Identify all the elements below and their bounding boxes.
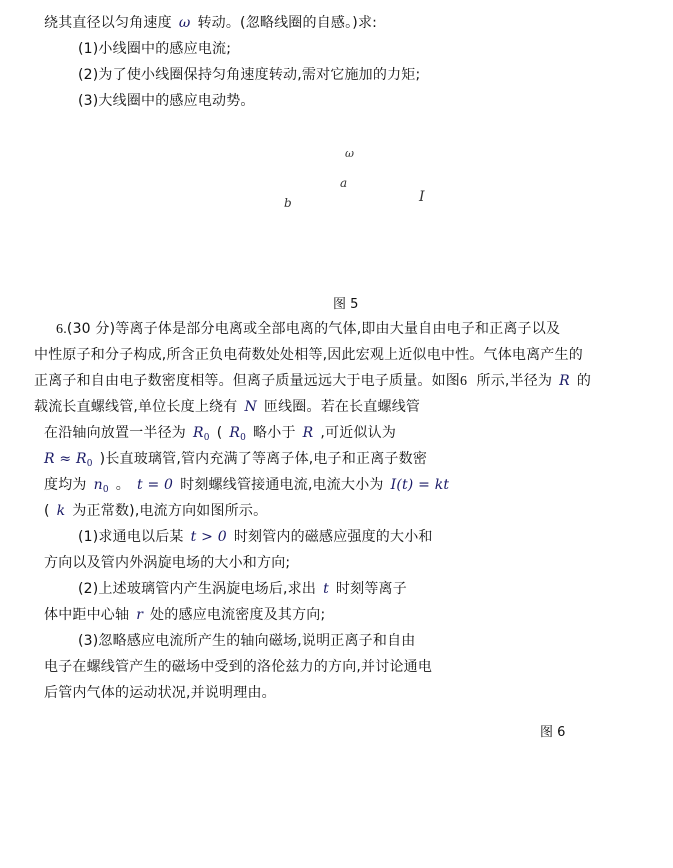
figure6-caption: 图 6 xyxy=(540,725,566,740)
problem6-line-7 xyxy=(44,476,456,494)
problem-points: (30 分) xyxy=(66,321,116,337)
line-text: 处的感应电流密度及其方向; xyxy=(150,607,326,623)
line-text: 为正常数),电流方向如图所示。 xyxy=(72,503,268,519)
intro-text: 绕其直径以匀角速度 xyxy=(44,15,172,31)
line-text: 载流长直螺线管,单位长度上绕有 xyxy=(34,399,238,415)
problem6-question-1-cont: 方向以及管内外涡旋电场的大小和方向; xyxy=(44,555,291,571)
problem6-question-2-cont xyxy=(44,606,325,624)
intro-text-end: 转动。(忽略线圈的自感。)求: xyxy=(197,15,378,31)
line-text: ( xyxy=(44,503,50,519)
line-text: (2)上述玻璃管内产生涡旋电场后,求出 xyxy=(78,581,317,597)
equation-text: R ≈ R xyxy=(44,451,87,467)
symbol-n0 xyxy=(94,477,109,493)
figure5-label-omega: ω xyxy=(345,147,354,160)
symbol-k: k xyxy=(56,503,66,519)
line-text: 体中距中心轴 xyxy=(44,607,130,623)
line-text: 略小于 xyxy=(253,425,296,441)
symbol-N: N xyxy=(244,399,257,415)
line-text: 时刻等离子 xyxy=(335,581,407,597)
line-text: 匝线圈。若在长直螺线管 xyxy=(263,399,421,415)
line-text: 等离子体是部分电离或全部电离的气体,即由大量自由电子和正离子以及 xyxy=(115,321,561,337)
problem6-question-3: (3)忽略感应电流所产生的轴向磁场,说明正离子和自由 xyxy=(78,633,416,649)
equation-t0: t = 0 xyxy=(136,477,174,493)
problem6-question-3-cont-1: 电子在螺线管产生的磁场中受到的洛伦兹力的方向,并讨论通电 xyxy=(44,659,433,675)
equation-t-positive: t > 0 xyxy=(190,529,227,545)
equation-current: I(t) = kt xyxy=(390,477,450,493)
subscript: 0 xyxy=(86,459,93,469)
symbol-R0 xyxy=(193,425,210,441)
symbol-t: t xyxy=(323,581,329,597)
symbol-n: n xyxy=(93,477,103,493)
figure5-label-b: b xyxy=(284,196,292,210)
omega-symbol: ω xyxy=(178,15,191,31)
symbol-R: R xyxy=(229,425,241,441)
line-text: 时刻管内的磁感应强度的大小和 xyxy=(233,529,433,545)
problem-number: 6. xyxy=(56,322,67,337)
problem6-question-2 xyxy=(78,580,407,598)
line-text: 在沿轴向放置一半径为 xyxy=(44,425,186,441)
subscript: 0 xyxy=(102,485,109,495)
line-text: 所示,半径为 xyxy=(476,373,553,389)
problem5-intro xyxy=(44,14,377,32)
figure-ref: 6 xyxy=(460,374,468,389)
subscript: 0 xyxy=(203,433,210,443)
figure5-label-I: I xyxy=(419,189,425,205)
problem6-line-4 xyxy=(34,398,420,416)
problem6-line-3 xyxy=(34,372,591,390)
figure5-label-a: a xyxy=(340,176,348,190)
line-text: (1)求通电以后某 xyxy=(78,529,184,545)
problem5-question-2: (2)为了使小线圈保持匀角速度转动,需对它施加的力矩; xyxy=(78,67,421,83)
problem6-line-6 xyxy=(44,450,427,468)
line-text: 的 xyxy=(576,373,592,389)
symbol-r: r xyxy=(136,607,144,623)
problem6-line-2: 中性原子和分子构成,所含正负电荷数处处相等,因此宏观上近似电中性。气体电离产生的 xyxy=(34,347,583,363)
symbol-R: R xyxy=(193,425,204,441)
problem6-line-8 xyxy=(44,502,267,520)
problem6-question-1 xyxy=(78,528,433,546)
line-text: 。 xyxy=(115,477,130,493)
problem5-question-1: (1)小线圈中的感应电流; xyxy=(78,41,232,57)
figure5-caption: 图 5 xyxy=(333,297,359,312)
problem6-line-1 xyxy=(56,320,560,338)
problem5-question-3: (3)大线圈中的感应电动势。 xyxy=(78,93,255,109)
line-text: 正离子和自由电子数密度相等。但离子质量远远大于电子质量。如图 xyxy=(34,373,460,389)
symbol-R: R xyxy=(559,373,570,389)
line-text: 度均为 xyxy=(44,477,87,493)
symbol-R0 xyxy=(229,425,246,441)
symbol-R: R xyxy=(302,425,314,441)
line-text: 时刻螺线管接通电流,电流大小为 xyxy=(180,477,384,493)
problem6-line-5 xyxy=(44,424,396,442)
line-text: ,可近似认为 xyxy=(320,425,397,441)
line-text: ( xyxy=(216,425,223,441)
line-text: )长直玻璃管,管内充满了等离子体,电子和正离子数密 xyxy=(99,451,428,467)
subscript: 0 xyxy=(240,433,247,443)
approx-equation xyxy=(44,451,93,467)
problem6-question-3-cont-2: 后管内气体的运动状况,并说明理由。 xyxy=(44,685,276,701)
